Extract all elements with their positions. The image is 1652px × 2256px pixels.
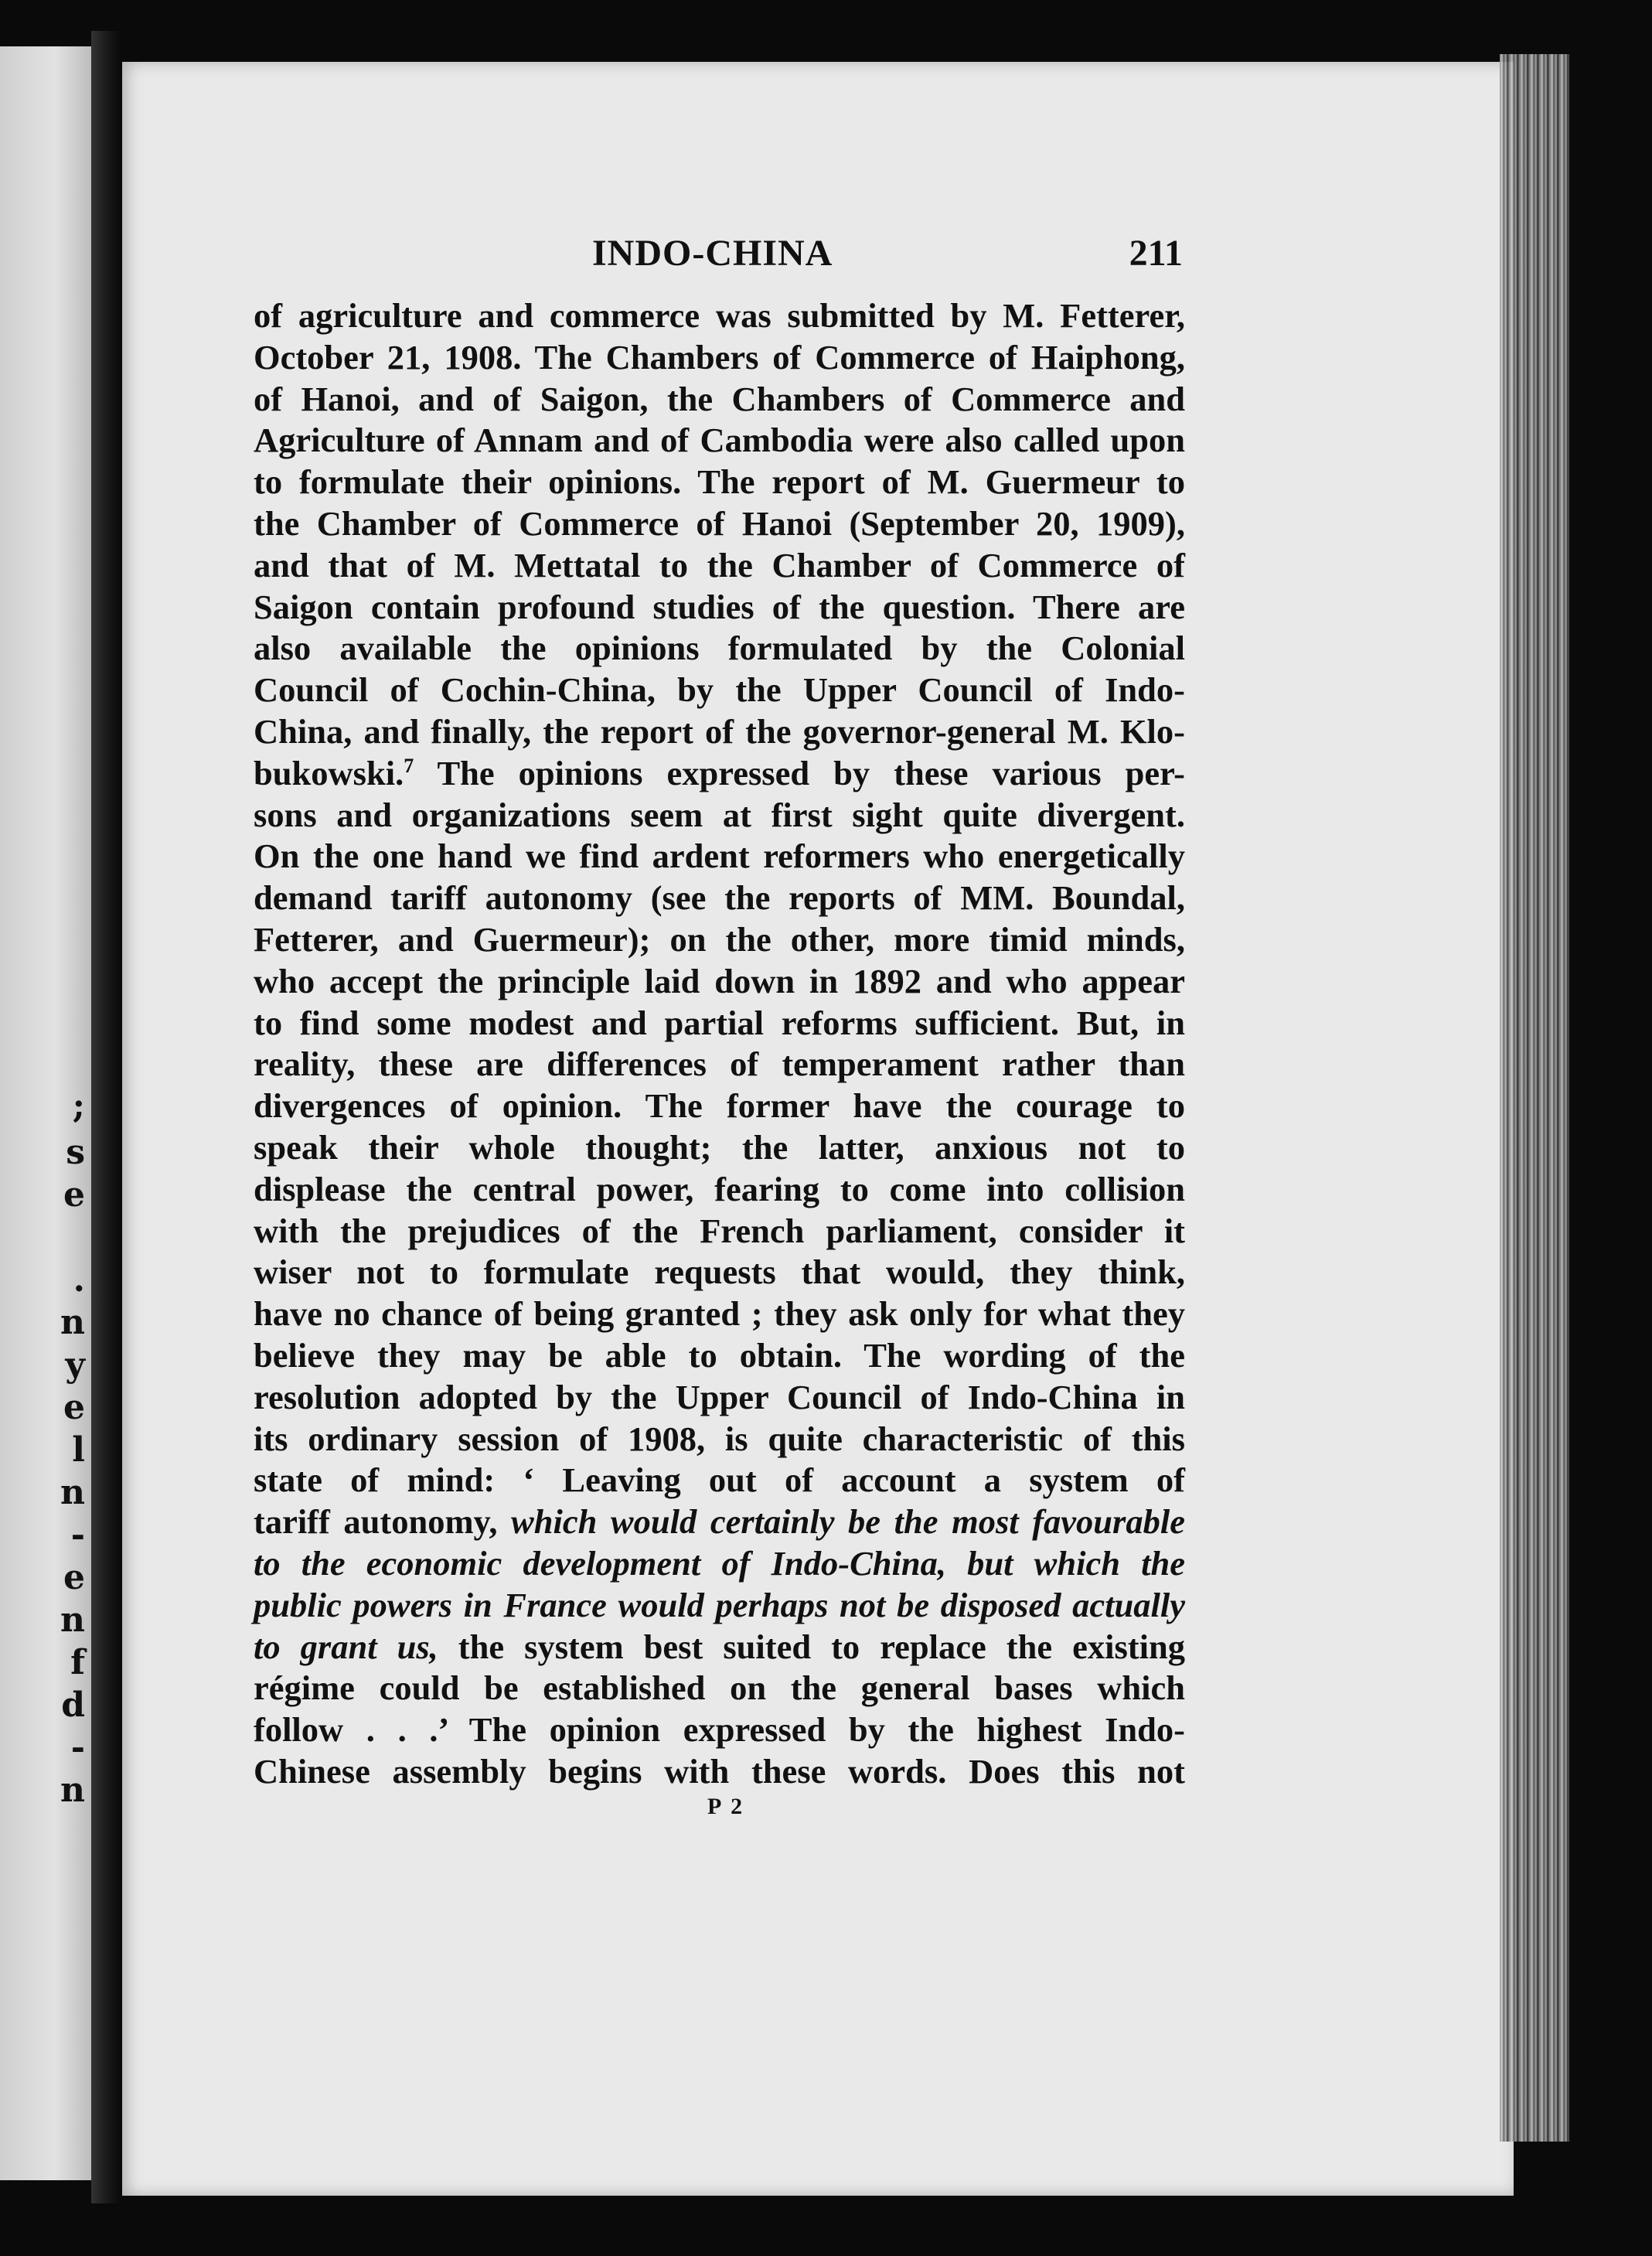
text-line: Fetterer, and Guermeur); on the other, more timid minds, <box>254 919 1185 959</box>
edge-char: - <box>70 1728 85 1767</box>
edge-char: n <box>60 1303 85 1342</box>
printer-signature-mark: P 2 <box>707 1794 745 1819</box>
text-line: wiser not to formulate requests that would, they think, <box>254 1252 1185 1292</box>
text-line: of agriculture and commerce was submitted by M. Fetterer, <box>254 296 1185 335</box>
text-line: resolution adopted by the Upper Council of Indo-China in <box>254 1377 1185 1416</box>
text-line: sons and organizations seem at first sight quite divergent. <box>254 795 1185 834</box>
edge-char: - <box>70 1515 85 1555</box>
italic-quote: to grant us, <box>254 1627 438 1666</box>
text-line: China, and finally, the report of the governor-general M. Klo- <box>254 711 1185 751</box>
italic-quote: which would certainly be the most favourable <box>497 1502 1185 1542</box>
edge-char: . <box>73 1260 85 1300</box>
text-line: its ordinary session of 1908, is quite characteristic of this <box>254 1419 1185 1458</box>
text-segment: The opinions expressed by these various per- <box>414 753 1185 792</box>
edge-char: s <box>66 1133 85 1172</box>
text-line: also available the opinions formulated by the Colonial <box>254 629 1185 668</box>
edge-char: e <box>63 1388 85 1427</box>
text-segment: bukowski. <box>254 753 404 792</box>
text-line: displease the central power, fearing to come into collision <box>254 1169 1185 1208</box>
page-number: 211 <box>1129 233 1183 274</box>
text-line: October 21, 1908. The Chambers of Commerce of Haiphong, <box>254 337 1185 377</box>
text-line-footnote <box>254 753 1185 795</box>
text-line: Chinese assembly begins with these words. Does this not <box>254 1751 1185 1791</box>
text-line: to find some modest and partial reforms sufficient. But, in <box>254 1003 1185 1042</box>
text-line: speak their whole thought; the latter, anxious not to <box>254 1127 1185 1167</box>
text-line: Agriculture of Annam and of Cambodia were also called upon <box>254 421 1185 460</box>
text-line: Saigon contain profound studies of the question. There are <box>254 587 1185 626</box>
edge-char: f <box>70 1643 85 1682</box>
text-line: of Hanoi, and of Saigon, the Chambers of Commerce and <box>254 379 1185 418</box>
text-line: who accept the principle laid down in 1892 and who appear <box>254 961 1185 1000</box>
text-line: On the one hand we find ardent reformers who energetically <box>254 837 1185 876</box>
text-line: and that of M. Mettatal to the Chamber of Commerce of <box>254 545 1185 584</box>
text-line: with the prejudices of the French parliament, consider it <box>254 1211 1185 1250</box>
edge-char: d <box>61 1685 85 1725</box>
edge-char: n <box>60 1473 85 1512</box>
edge-char: e <box>63 1558 85 1597</box>
body-text <box>254 295 1185 1793</box>
edge-char: e <box>63 1175 85 1215</box>
running-header <box>255 232 1183 278</box>
edge-char: n <box>60 1600 85 1640</box>
text-line: to formulate their opinions. The report of M. Guermeur to <box>254 462 1185 502</box>
text-line: demand tariff autonomy (see the reports of MM. Boundal, <box>254 878 1185 918</box>
edge-char: n <box>60 1770 85 1810</box>
text-line: follow . . .’ The opinion expressed by the highest Indo- <box>254 1710 1185 1750</box>
footnote-reference[interactable]: 7 <box>404 754 414 777</box>
facing-page-edge <box>0 46 91 2180</box>
edge-char: y <box>65 1345 85 1385</box>
text-segment: tariff autonomy, <box>254 1502 498 1542</box>
text-line: divergences of opinion. The former have the courage to <box>254 1086 1185 1126</box>
book-spine <box>91 31 122 2203</box>
text-line-italic: public powers in France would perhaps not be disposed actually <box>254 1585 1185 1624</box>
text-line: régime could be established on the general bases which <box>254 1668 1185 1708</box>
text-line-mixed <box>254 1627 1185 1668</box>
text-line: believe they may be able to obtain. The wording of the <box>254 1335 1185 1375</box>
text-line: the Chamber of Commerce of Hanoi (September 20, 1909), <box>254 503 1185 543</box>
text-line-italic: to the economic development of Indo-China, but which the <box>254 1543 1185 1583</box>
edge-char: l <box>72 1430 85 1470</box>
text-segment: the system best suited to replace the existing <box>438 1627 1185 1666</box>
text-line: have no chance of being granted ; they ask only for what they <box>254 1294 1185 1334</box>
text-line: state of mind: ‘ Leaving out of account a system of <box>254 1460 1185 1500</box>
page-stack-edges <box>1500 54 1569 2142</box>
edge-char: ; <box>72 1086 85 1126</box>
running-title: INDO-CHINA <box>592 233 833 274</box>
text-line: Council of Cochin-China, by the Upper Council of Indo- <box>254 670 1185 710</box>
text-line-mixed <box>254 1501 1185 1543</box>
text-line: reality, these are differences of temperament rather than <box>254 1045 1185 1084</box>
